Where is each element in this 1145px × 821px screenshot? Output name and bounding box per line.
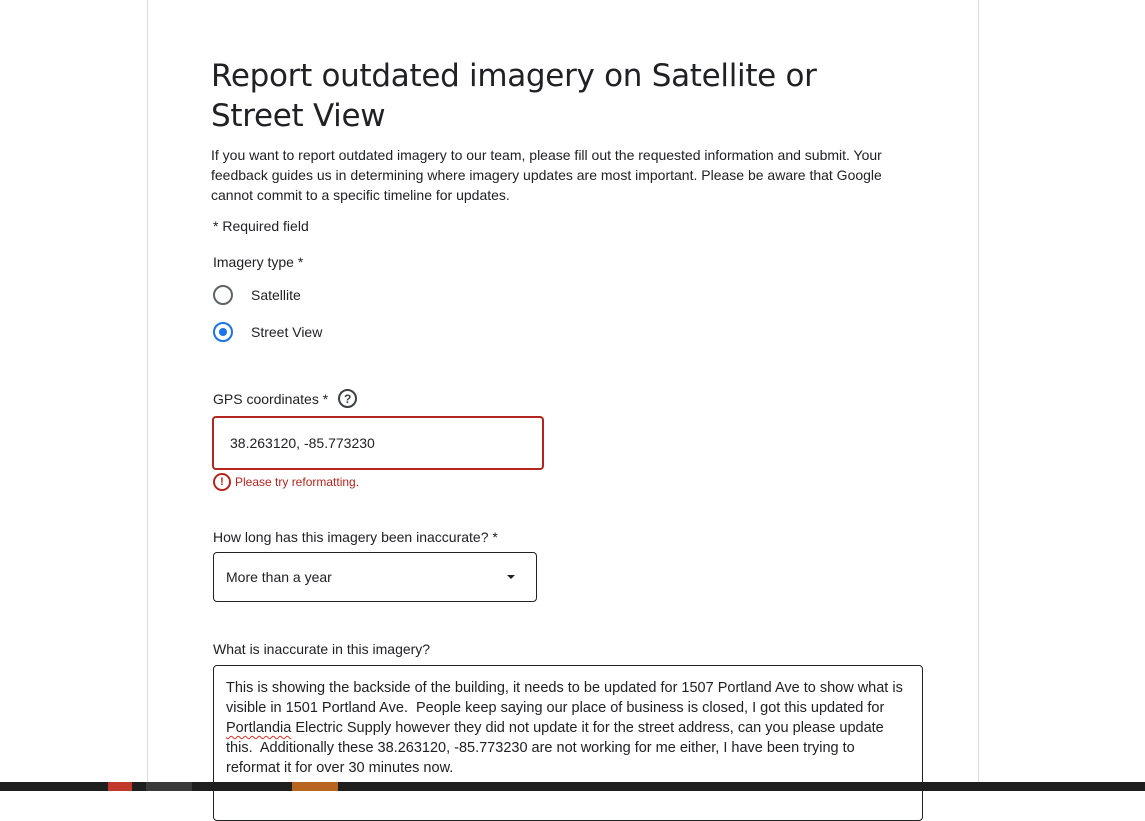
exclamation-circle-icon: ! xyxy=(213,473,231,491)
inaccurate-textarea[interactable] xyxy=(213,665,923,821)
gps-label: GPS coordinates * xyxy=(213,390,329,407)
misspelled-word: Portlandia xyxy=(226,720,292,736)
required-field-note: * Required field xyxy=(213,218,309,234)
intro-text: If you want to report outdated imagery to our team, please fill out the requested information and submit. Your feedback guides us in determining where imagery updates are most important. Please be aware that Google cannot commit to a specific timeline for updates. xyxy=(211,147,882,203)
radio-satellite[interactable] xyxy=(213,283,301,307)
duration-label: How long has this imagery been inaccurate? * xyxy=(213,529,498,545)
taskbar-app-icon[interactable] xyxy=(292,782,338,791)
radio-street-view-circle[interactable] xyxy=(213,322,233,342)
page-title: Report outdated imagery on Satellite or Street View xyxy=(211,58,817,134)
radio-street-view-label[interactable]: Street View xyxy=(251,324,323,340)
gps-error xyxy=(213,473,359,491)
gps-coordinates-input[interactable] xyxy=(212,416,544,470)
imagery-type-label: Imagery type * xyxy=(213,254,304,270)
duration-selected-value: More than a year xyxy=(226,569,332,585)
duration-select[interactable] xyxy=(213,552,537,602)
taskbar xyxy=(0,782,1145,791)
question-circle-icon[interactable]: ? xyxy=(338,389,357,408)
gps-error-text: Please try reformatting. xyxy=(235,475,360,489)
textarea-text-after: Electric Supply however they did not update it for the street address, can you please update this. Additionally these 38.263120, -85.773230 are not working for me either, I have been trying to reformat it for over 30 minutes now. xyxy=(226,720,888,776)
taskbar-app-icon[interactable] xyxy=(108,782,132,791)
radio-satellite-label[interactable]: Satellite xyxy=(251,287,301,303)
gps-label-row xyxy=(213,389,357,408)
form-page xyxy=(147,0,979,782)
taskbar-app-icon[interactable] xyxy=(146,782,192,791)
radio-street-view[interactable] xyxy=(213,320,322,344)
caret-down-icon xyxy=(507,575,515,579)
textarea-text-before: This is showing the backside of the building, it needs to be updated for 1507 Portland Ave to show what is visible in 1501 Portland Ave. People keep saying our place of business is closed, I got this updated for xyxy=(226,680,907,716)
inaccurate-label: What is inaccurate in this imagery? xyxy=(213,641,431,657)
radio-satellite-circle[interactable] xyxy=(213,285,233,305)
